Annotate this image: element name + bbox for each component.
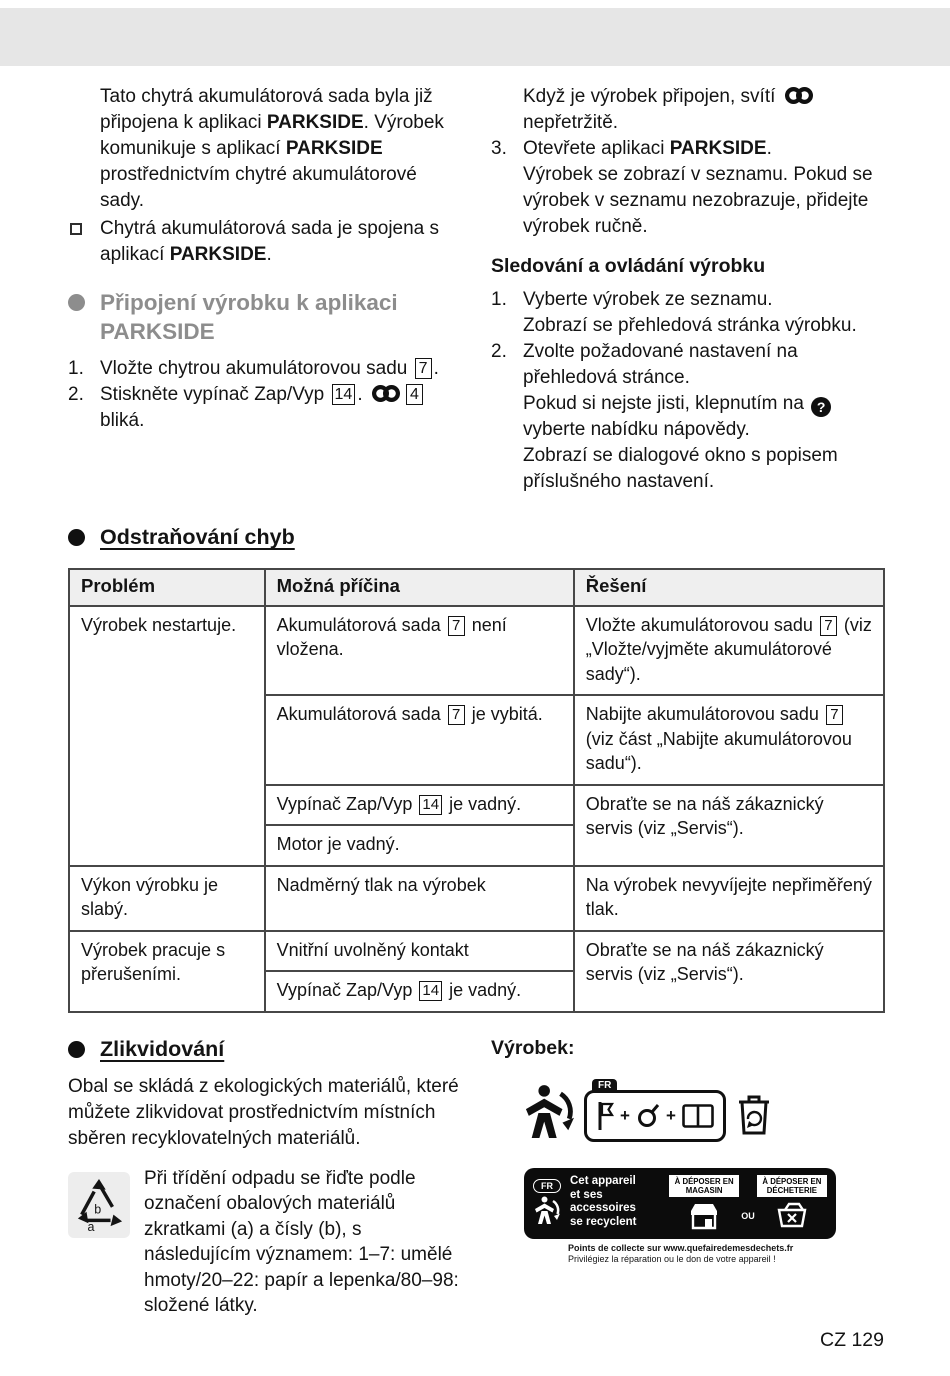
sentence: Výrobek se zobrazí v seznamu. Pokud se výrobek v seznamu nezobrazuje, přidejte výrobek ručně. — [523, 164, 873, 237]
col-header-problem: Problém — [69, 569, 265, 606]
step-number: 3. — [491, 138, 507, 159]
ref-box-7: 7 — [826, 705, 843, 725]
solution-cell: Na výrobek nevyvíjejte nepřiměřený tlak. — [574, 866, 884, 931]
sentence — [523, 391, 885, 443]
checkbox-icon — [70, 223, 82, 235]
brand-name: PARKSIDE — [285, 138, 383, 159]
problem-cell: Výrobek pracuje s přerušeními. — [69, 931, 265, 1012]
triman-info-panel — [524, 1168, 836, 1239]
brand-name: PARKSIDE — [669, 138, 767, 159]
troubleshooting-heading-text: Odstraňování chyb — [100, 525, 295, 549]
recycling-code-tile — [68, 1172, 130, 1238]
page-content — [68, 84, 885, 1319]
product-column — [491, 1037, 885, 1319]
text-segment: (viz „Vložte/vyjměte akumulátorové sady“). — [585, 614, 872, 684]
text-segment: je vadný. — [444, 980, 522, 1000]
product-marks — [491, 1079, 885, 1266]
deposit-center-option — [757, 1175, 827, 1228]
bullet-icon — [68, 294, 85, 311]
checklist-text — [100, 216, 460, 268]
deposit-store-label: À DÉPOSER EN MAGASIN — [669, 1175, 739, 1197]
code-letter-b: b — [94, 1202, 102, 1217]
manual-icon — [682, 1104, 714, 1128]
step-text — [523, 339, 885, 495]
text-segment: Nabijte akumulátorovou sadu — [585, 704, 824, 724]
fr-pill: FR — [533, 1179, 561, 1193]
text-segment: Tato chytrá akumulátorová sada byla již připojena k aplikaci — [100, 86, 433, 133]
text-segment: je vadný. — [444, 793, 522, 814]
or-label: OU — [741, 1210, 755, 1221]
text-segment: Chytrá akumulátorová sada je spojena s aplikací — [100, 218, 440, 265]
link-icon — [784, 86, 814, 105]
disposal-columns — [68, 1037, 885, 1319]
caption-line: Points de collecte sur www.quefairedemesdechets.fr — [568, 1242, 794, 1253]
bullet-marker — [68, 288, 100, 346]
text-segment: Vložte akumulátorovou sadu — [585, 614, 818, 635]
product-heading: Výrobek: — [491, 1036, 575, 1059]
problem-cell: Výrobek nestartuje. — [69, 606, 265, 866]
recycling-center-icon — [775, 1202, 809, 1228]
troubleshooting-table — [68, 568, 885, 1013]
deposit-store-option — [669, 1175, 739, 1230]
recycle-claim-line: se recyclent — [570, 1215, 637, 1228]
ref-box-14: 14 — [419, 795, 442, 815]
page-number: CZ 129 — [820, 1329, 884, 1351]
sentence: Zvolte požadované nastavení na přehledová stránce. — [523, 341, 798, 388]
fr-tag: FR — [592, 1079, 617, 1093]
ref-box-4: 4 — [406, 384, 423, 405]
page-top-band — [0, 8, 950, 66]
disposal-column — [68, 1037, 460, 1319]
text-segment: . — [357, 384, 368, 405]
ref-box-14: 14 — [332, 384, 356, 405]
step-text — [523, 287, 885, 339]
sentence: Zobrazí se dialogové okno s popisem příslušného nastavení. — [523, 445, 838, 492]
text-segment: . — [766, 138, 772, 159]
step-text — [523, 136, 885, 240]
bullet-marker — [68, 529, 100, 546]
text-segment: Vypínač Zap/Vyp — [276, 980, 418, 1000]
table-header-row — [69, 569, 884, 606]
cause-cell — [265, 606, 574, 696]
text-segment: Vypínač Zap/Vyp — [276, 793, 418, 814]
solution-cell — [574, 695, 884, 785]
text-segment: . Výrobek komunikuje s aplikací — [100, 112, 444, 159]
problem-cell: Výkon výrobku je slabý. — [69, 866, 265, 931]
cause-cell: Nadměrný tlak na výrobek — [265, 866, 574, 931]
packaging-note — [68, 1166, 460, 1319]
monitor-heading: Sledování a ovládání výrobku — [491, 255, 766, 277]
step-text — [100, 382, 460, 434]
checkbox-marker — [68, 216, 100, 268]
bullet-marker — [68, 1041, 100, 1058]
cable-icon — [636, 1103, 660, 1129]
text-segment: prostřednictvím chytré akumulátorové sady. — [100, 164, 417, 211]
cause-cell: Vnitřní uvolněný kontakt — [265, 931, 574, 972]
disposal-heading — [68, 1037, 460, 1062]
code-letter-a: a — [87, 1219, 95, 1233]
deposit-center-label: À DÉPOSER EN DÉCHETERIE — [757, 1175, 827, 1197]
step-item-2 — [68, 382, 460, 434]
disposal-heading-text: Zlikvidování — [100, 1036, 225, 1061]
text-segment: . — [266, 244, 272, 265]
text-segment: Vložte chytrou akumulátorovou sadu — [100, 358, 413, 379]
step-number: 2. — [68, 384, 84, 405]
text-segment: není vložena. — [276, 614, 507, 659]
collection-points-caption — [524, 1243, 885, 1266]
text-segment: je vybitá. — [466, 704, 543, 724]
section-heading-connect — [68, 288, 460, 346]
text-segment: Stiskněte vypínač Zap/Vyp — [100, 384, 330, 405]
recycling-symbol-icon — [74, 1177, 124, 1233]
cause-cell — [265, 971, 574, 1012]
triman-white-icon — [534, 1196, 560, 1226]
cause-cell: Motor je vadný. — [265, 825, 574, 866]
text-segment: bliká. — [100, 410, 145, 431]
ref-box-7: 7 — [415, 358, 432, 379]
disposal-paragraph: Obal se skládá z ekologických materiálů, které můžete zlikvidovat prostřednictvím místních sběren recyklovatelných materiálů. — [68, 1075, 459, 1149]
solution-cell: Obraťte se na náš zákaznický servis (viz „Servis“). — [574, 785, 884, 866]
bullet-icon — [68, 529, 85, 546]
step-number: 1. — [68, 358, 84, 379]
ref-box-7: 7 — [820, 616, 837, 636]
monitor-item-1 — [491, 287, 885, 339]
sentence: Zobrazí se přehledová stránka výrobku. — [523, 315, 857, 336]
intro-left-column — [68, 84, 460, 495]
continuation-paragraph — [491, 84, 885, 136]
step-text — [100, 356, 460, 382]
text-segment: (viz část „Nabijte akumulátorovou sadu“). — [585, 728, 852, 773]
col-header-solution: Řešení — [574, 569, 884, 606]
text-segment: Akumulátorová sada — [276, 614, 446, 635]
bullet-icon — [68, 1041, 85, 1058]
recycle-claim-line: Cet appareil — [570, 1175, 636, 1187]
triman-disposal-graphic — [524, 1079, 885, 1142]
brand-name: PARKSIDE — [169, 244, 267, 265]
sentence: Vyberte výrobek ze seznamu. — [523, 289, 773, 310]
store-icon — [689, 1202, 719, 1230]
table-row — [69, 866, 884, 931]
help-icon: ? — [811, 397, 831, 417]
solution-cell: Obraťte se na náš zákaznický servis (viz „Servis“). — [574, 931, 884, 1012]
triman-icon — [524, 1084, 574, 1142]
connect-heading-text: Připojení výrobku k aplikaci PARKSIDE — [100, 290, 398, 344]
ref-box-7: 7 — [448, 705, 465, 725]
plus-sign: + — [665, 1105, 676, 1125]
text-segment: nepřetržitě. — [523, 112, 619, 133]
panel-triman — [533, 1179, 561, 1226]
deposit-options — [669, 1175, 827, 1230]
table-row — [69, 606, 884, 696]
recycling-bin-icon — [736, 1089, 772, 1137]
recycle-claim-line: et ses accessoires — [570, 1188, 636, 1214]
troubleshooting-heading — [68, 525, 885, 550]
monitor-item-2 — [491, 339, 885, 495]
ref-box-14: 14 — [419, 981, 442, 1001]
link-icon — [371, 384, 401, 403]
recycle-claim — [570, 1175, 660, 1229]
sentence — [523, 136, 885, 162]
step-item-3 — [491, 136, 885, 240]
text-segment: . — [433, 358, 439, 379]
step-item-1 — [68, 356, 460, 382]
text-segment: Otevřete aplikaci — [523, 138, 670, 159]
cause-cell — [265, 785, 574, 826]
col-header-cause: Možná příčina — [265, 569, 574, 606]
text-segment: Pokud si nejste jisti, klepnutím na — [523, 393, 810, 414]
product-icon — [596, 1101, 614, 1131]
intro-paragraph — [68, 84, 460, 214]
text-segment: vyberte nabídku nápovědy. — [523, 419, 750, 440]
ref-box-7: 7 — [448, 616, 465, 636]
solution-cell — [574, 606, 884, 696]
intro-right-column — [491, 84, 885, 495]
cause-cell — [265, 695, 574, 785]
text-segment: Když je výrobek připojen, svítí — [523, 86, 781, 107]
packaging-note-text: Při třídění odpadu se řiďte podle označení obalových materiálů zkratkami (a) a čísly (b), s následujícím významem: 1–7: umělé hmoty/20–22: papír a lepenka/80–98: složené látky. — [144, 1167, 459, 1316]
recyclable-items-box — [584, 1079, 726, 1142]
step-number: 1. — [491, 289, 507, 310]
text-segment: Akumulátorová sada — [276, 704, 446, 724]
checklist-item — [68, 216, 460, 268]
brand-name: PARKSIDE — [266, 112, 364, 133]
step-number: 2. — [491, 341, 507, 362]
caption-line: Privilégiez la réparation ou le don de votre appareil ! — [568, 1254, 776, 1264]
plus-sign: + — [620, 1105, 630, 1125]
table-row — [69, 931, 884, 972]
intro-columns — [68, 84, 885, 495]
